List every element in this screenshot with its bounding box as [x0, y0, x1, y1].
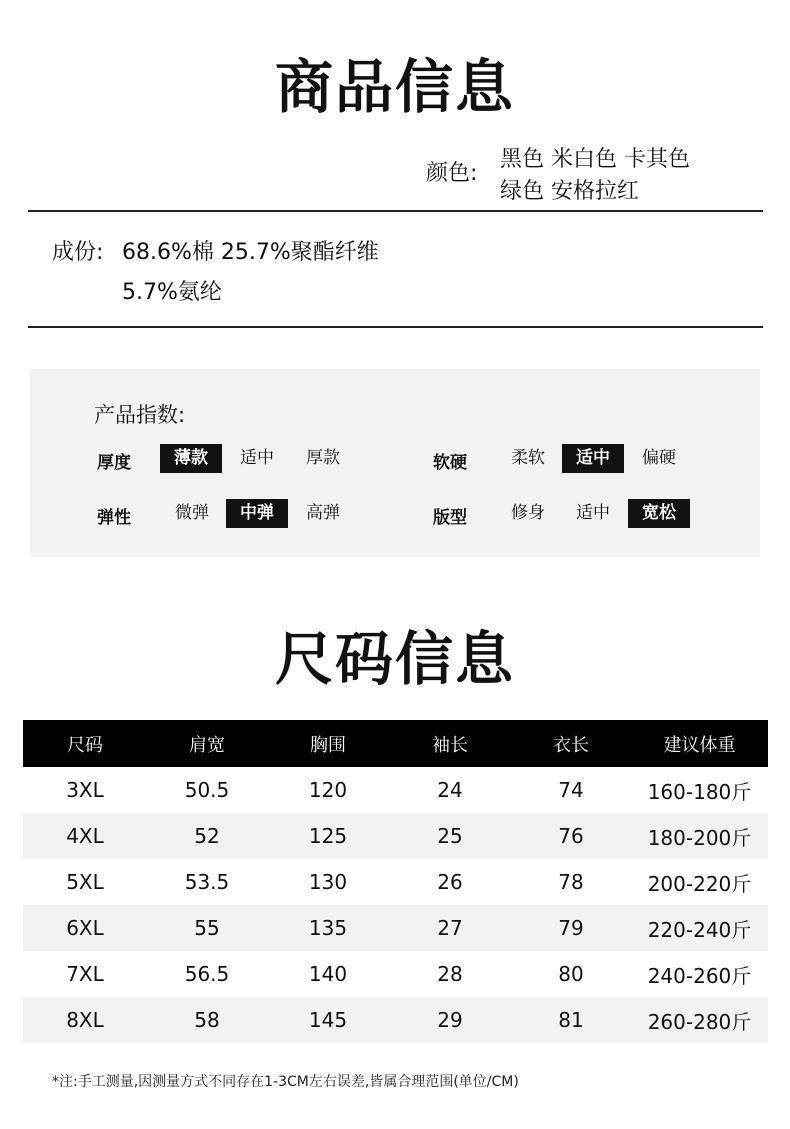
- table-cell: 3XL: [66, 778, 104, 802]
- table-cell: 81: [558, 1008, 584, 1032]
- table-cell: 52: [194, 824, 220, 848]
- header-size: 尺码: [67, 734, 103, 756]
- option-softness-hard: 偏硬: [642, 448, 676, 468]
- table-cell: 200-220斤: [647, 871, 752, 896]
- table-row: [23, 813, 768, 859]
- table-cell: 28: [437, 962, 463, 986]
- attr-label-fit: 版型: [433, 508, 467, 528]
- table-cell: 160-180斤: [647, 779, 752, 804]
- table-cell: 130: [308, 870, 348, 894]
- color-label: 颜色:: [426, 161, 478, 186]
- header-weight: 建议体重: [663, 734, 736, 756]
- attr-label-thickness: 厚度: [97, 453, 131, 473]
- table-row: [23, 997, 768, 1043]
- table-cell: 55: [194, 916, 220, 940]
- table-cell: 140: [308, 962, 348, 986]
- table-cell: 145: [308, 1008, 348, 1032]
- option-softness-soft: 柔软: [511, 448, 545, 468]
- option-elasticity-high: 高弹: [306, 503, 340, 523]
- table-cell: 27: [437, 916, 463, 940]
- attr-label-elasticity: 弹性: [97, 508, 131, 528]
- option-elasticity-slight: 微弹: [175, 503, 209, 523]
- attr-label-softness: 软硬: [433, 453, 467, 473]
- table-cell: 26: [437, 870, 463, 894]
- table-cell: 120: [308, 778, 348, 802]
- table-cell: 74: [558, 778, 584, 802]
- header-shoulder: 肩宽: [189, 734, 225, 756]
- size-info-title: 尺码信息: [274, 625, 515, 693]
- header-length: 衣长: [553, 734, 589, 756]
- table-cell: 6XL: [66, 916, 104, 940]
- option-thickness-medium: 适中: [240, 448, 274, 468]
- table-row: [23, 951, 768, 997]
- table-cell: 58: [194, 1008, 220, 1032]
- divider: [28, 210, 763, 212]
- table-cell: 79: [558, 916, 584, 940]
- size-table: [23, 720, 768, 1043]
- table-cell: 76: [558, 824, 584, 848]
- option-thickness-thick: 厚款: [306, 448, 340, 468]
- composition-line-1: 68.6%棉 25.7%聚酯纤维: [122, 240, 379, 265]
- option-fit-regular: 适中: [576, 503, 610, 523]
- table-header: [23, 720, 768, 767]
- table-cell: 50.5: [184, 778, 230, 802]
- table-cell: 4XL: [66, 824, 104, 848]
- table-cell: 220-240斤: [647, 917, 752, 942]
- table-cell: 240-260斤: [647, 963, 752, 988]
- product-info-title: 商品信息: [274, 53, 515, 121]
- color-values-line-2: 绿色 安格拉红: [500, 179, 639, 204]
- composition-line-2: 5.7%氨纶: [122, 280, 222, 305]
- measurement-note: *注:手工测量,因测量方式不同存在1-3CM左右误差,皆属合理范围(单位/CM): [52, 1074, 519, 1090]
- table-row: [23, 859, 768, 905]
- table-cell: 29: [437, 1008, 463, 1032]
- header-sleeve: 袖长: [432, 734, 468, 756]
- product-index-panel: [30, 369, 760, 557]
- option-fit-loose: 宽松: [628, 499, 690, 528]
- table-cell: 260-280斤: [647, 1009, 752, 1034]
- table-cell: 25: [437, 824, 463, 848]
- color-values-line-1: 黑色 米白色 卡其色: [500, 147, 690, 172]
- table-cell: 125: [308, 824, 348, 848]
- option-elasticity-medium: 中弹: [226, 499, 288, 528]
- header-chest: 胸围: [310, 734, 346, 756]
- divider: [28, 326, 763, 328]
- table-cell: 5XL: [66, 870, 104, 894]
- table-row: [23, 905, 768, 951]
- composition-label: 成份:: [52, 240, 104, 265]
- table-cell: 53.5: [184, 870, 230, 894]
- option-thickness-thin: 薄款: [160, 444, 222, 473]
- table-cell: 135: [308, 916, 348, 940]
- table-cell: 80: [558, 962, 584, 986]
- table-cell: 180-200斤: [647, 825, 752, 850]
- table-body: [23, 767, 768, 1043]
- table-row: [23, 767, 768, 813]
- product-index-title: 产品指数:: [94, 403, 186, 427]
- table-cell: 56.5: [184, 962, 230, 986]
- table-cell: 7XL: [66, 962, 104, 986]
- table-cell: 24: [437, 778, 463, 802]
- option-softness-medium: 适中: [562, 444, 624, 473]
- table-cell: 8XL: [66, 1008, 104, 1032]
- table-cell: 78: [558, 870, 584, 894]
- option-fit-slim: 修身: [511, 503, 545, 523]
